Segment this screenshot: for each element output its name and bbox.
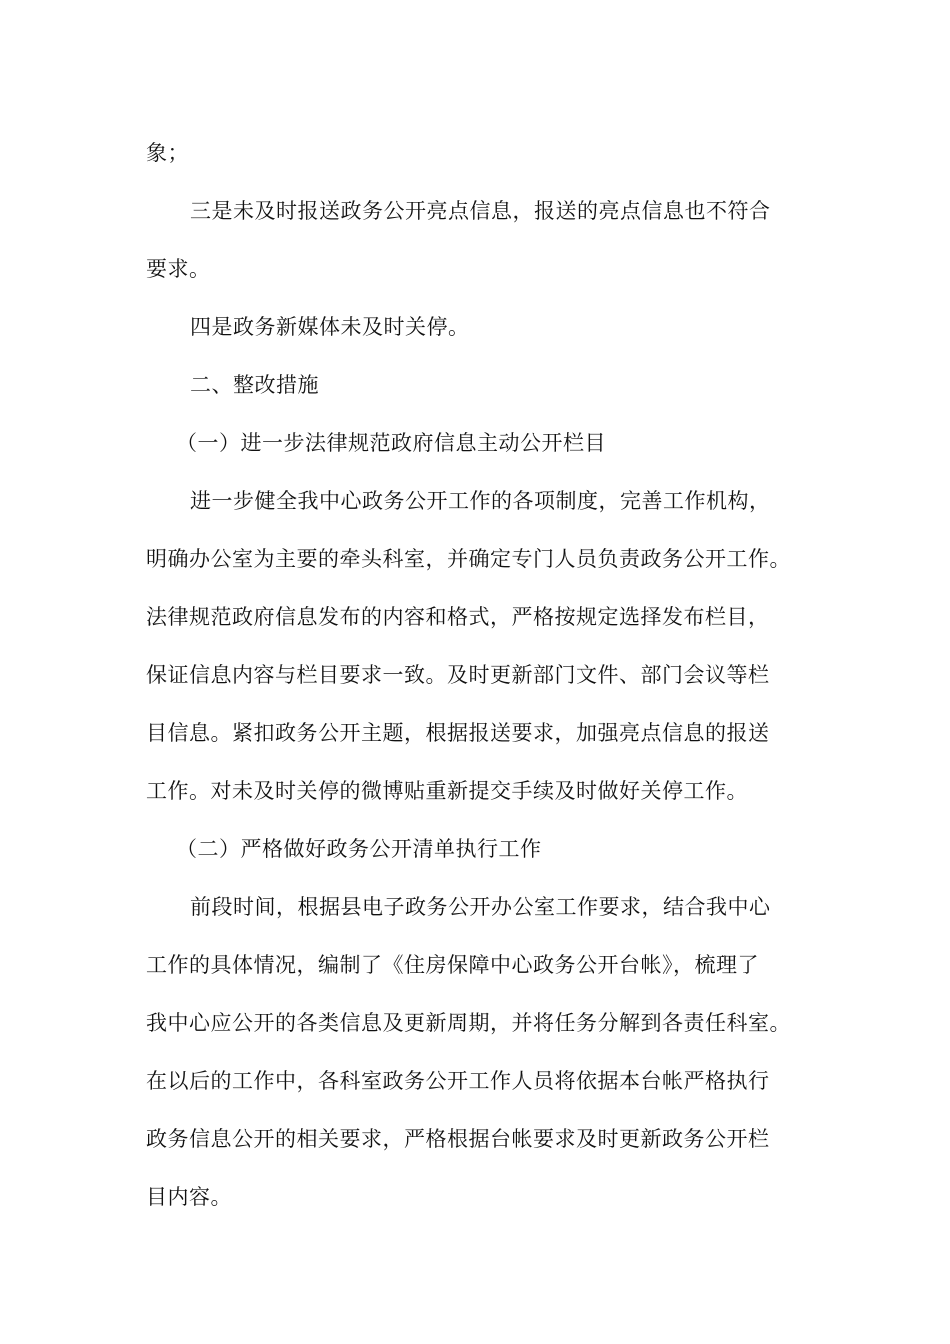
text-line: 前段时间，根据县电子政务公开办公室工作要求，结合我中心 [190, 895, 771, 919]
text-line: 目信息。紧扣政务公开主题，根据报送要求，加强亮点信息的报送 [146, 721, 770, 745]
text-line: 三是未及时报送政务公开亮点信息，报送的亮点信息也不符合 [190, 199, 771, 223]
text-line: 法律规范政府信息发布的内容和格式，严格按规定选择发布栏目， [146, 605, 770, 629]
subsection-heading: （一）进一步法律规范政府信息主动公开栏目 [176, 431, 606, 455]
text-line: 政务信息公开的相关要求，严格根据台帐要求及时更新政务公开栏 [146, 1127, 770, 1151]
text-line: 工作的具体情况，编制了《住房保障中心政务公开台帐》，梳理了 [146, 953, 759, 977]
text-line: 工作。对未及时关停的微博贴重新提交手续及时做好关停工作。 [146, 779, 748, 803]
text-line: 明确办公室为主要的牵头科室，并确定专门人员负责政务公开工作。 [146, 547, 791, 571]
text-line: 四是政务新媒体未及时关停。 [190, 315, 470, 339]
text-line: 目内容。 [146, 1185, 232, 1209]
text-line: 象； [146, 141, 189, 165]
subsection-heading: （二）严格做好政务公开清单执行工作 [176, 837, 542, 861]
section-heading: 二、整改措施 [190, 373, 319, 397]
text-line: 要求。 [146, 257, 211, 281]
text-line: 在以后的工作中，各科室政务公开工作人员将依据本台帐严格执行 [146, 1069, 770, 1093]
text-line: 我中心应公开的各类信息及更新周期，并将任务分解到各责任科室。 [146, 1011, 791, 1035]
text-line: 进一步健全我中心政务公开工作的各项制度，完善工作机构， [190, 489, 771, 513]
text-line: 保证信息内容与栏目要求一致。及时更新部门文件、部门会议等栏 [146, 663, 770, 687]
